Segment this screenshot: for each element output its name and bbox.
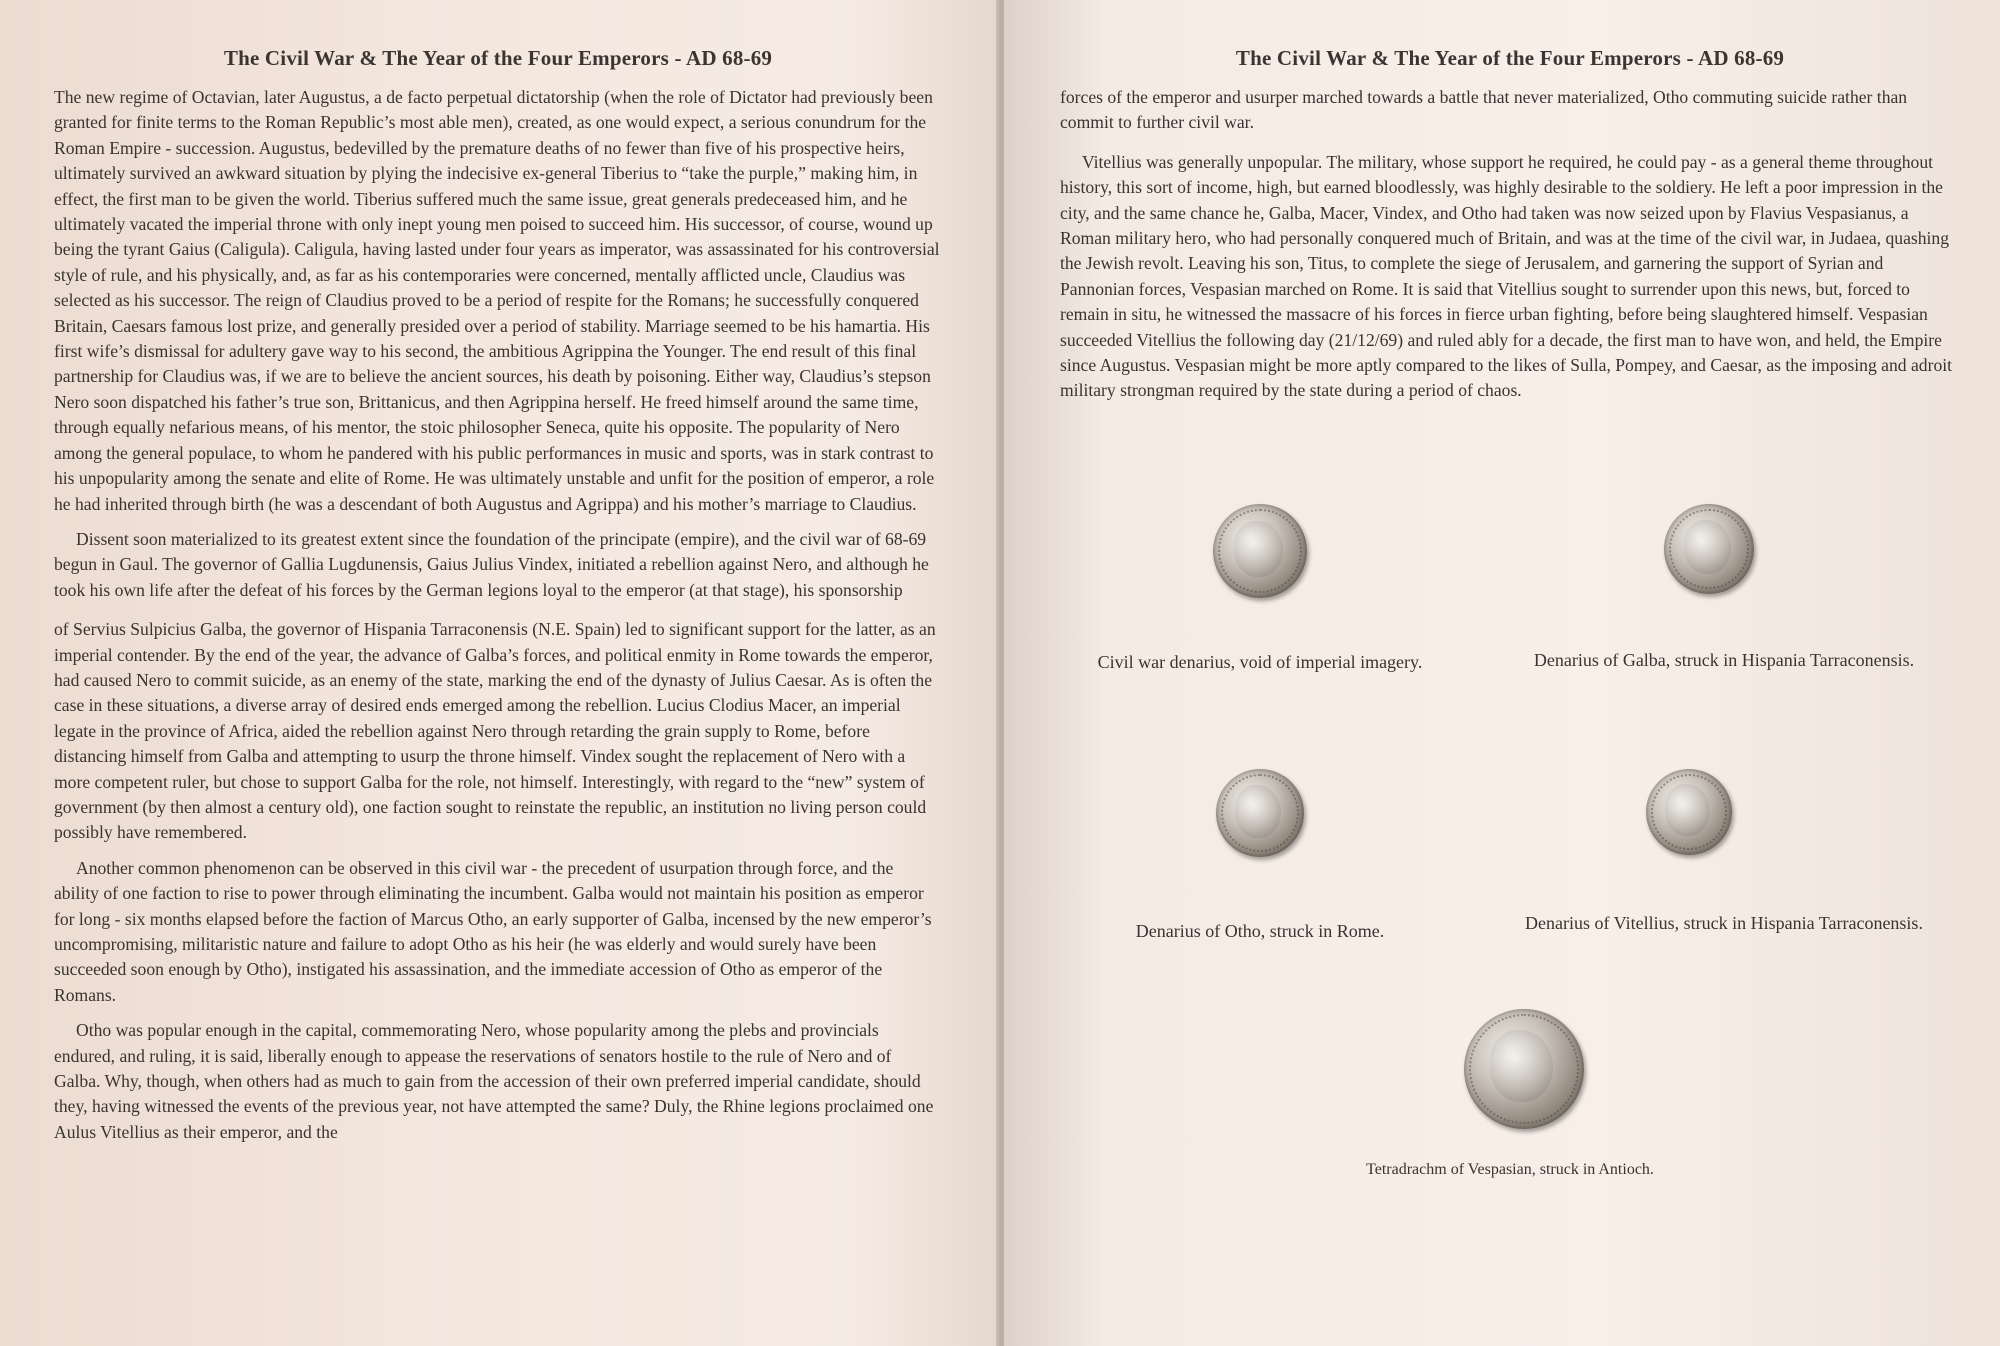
right-paragraph-2: Vitellius was generally unpopular. The military, whose support he required, he could pay - as a general theme throughout history, this sort of income, high, but earned bloodlessly, was highly desirable to the soldiery. He left a poor impression in the city, and the same chance he, Galba, Macer, Vindex, and Otho had taken was now seized upon by Flavius Vespasianus, a Roman military hero, who had personally conquered much of Britain, and was at the time of the civil war, in Judaea, quashing the Jewish revolt. Leaving his son, Titus, to complete the siege of Jerusalem, and garnering the support of Syrian and Pannonian forces, Vespasian marched on Rome. It is said that Vitellius sought to surrender upon this news, but, forced to remain in situ, he witnessed the massacre of his forces in fierce urban fighting, before being slaughtered himself. Vespasian succeeded Vitellius the following day (21/12/69) and ruled ably for a decade, the first man to have won, and held, the Empire since Augustus. Vespasian might be more aptly compared to the likes of Sulla, Pompey, and Caesar, as the imposing and adroit military strongman required by the state during a period of chaos. bbox=[1060, 151, 1953, 401]
vespasian-tetradrachm-coin-image bbox=[1464, 1009, 1584, 1129]
coin-caption: Civil war denarius, void of imperial imagery. bbox=[1097, 651, 1423, 672]
coin-gallery bbox=[1060, 414, 1960, 1254]
coin-item-otho-denarius bbox=[1060, 769, 1460, 942]
coin-caption: Tetradrachm of Vespasian, struck in Antioch. bbox=[1366, 1160, 1654, 1178]
coin-item-vitellius-denarius bbox=[1484, 769, 1964, 934]
coin-caption: Denarius of Vitellius, struck in Hispania Tarraconensis. bbox=[1525, 912, 1923, 933]
vitellius-denarius-coin-image bbox=[1646, 769, 1732, 855]
left-paragraph-2: Dissent soon materialized to its greatest extent since the foundation of the principate (empire), and the civil war of 68-69 begun in Gaul. The governor of Gallia Lugdunensis, Gaius Julius Vindex, initiated a rebellion against Nero, and although he took his own life after the defeat of his forces by the German legions loyal to the emperor (at that stage), his sponsorship bbox=[54, 528, 929, 600]
right-paragraph-1: forces of the emperor and usurper marched towards a battle that never materialized, Otho commuting suicide rather than commit to further civil war. bbox=[1060, 87, 1908, 133]
right-page-title: The Civil War & The Year of the Four Emperors - AD 68-69 bbox=[1235, 46, 1785, 70]
left-paragraph-3: of Servius Sulpicius Galba, the governor of Hispania Tarraconensis (N.E. Spain) led to significant support for the latter, as an imperial contender. By the end of the year, the advance of Galba’s forces, and political enmity in Rome towards the emperor, had caused Nero to commit suicide, as an enemy of the state, marking the end of the dynasty of Julius Caesar. As is often the case in these situations, a diverse array of desired ends emerged among the rebellion. Lucius Clodius Macer, an imperial legate in the province of Africa, aided the rebellion against Nero through retarding the grain supply to Rome, before distancing himself from Galba and attempting to usurp the throne himself. Vindex sought the replacement of Nero with a more competent ruler, but chose to support Galba for the role, not himself. Interestingly, with regard to the “new” system of government (by then almost a century old), one faction sought to reinstate the republic, an institution no living person could possibly have remembered. bbox=[54, 619, 936, 843]
coin-item-galba-denarius bbox=[1484, 504, 1964, 671]
coin-item-civil-war-denarius bbox=[1060, 504, 1460, 673]
coin-item-vespasian-tetradrachm bbox=[1260, 1009, 1760, 1179]
civil-war-denarius-coin-image bbox=[1213, 504, 1307, 598]
left-paragraph-4: Another common phenomenon can be observed in this civil war - the precedent of usurpation through force, and the ability of one faction to rise to power through eliminating the incumbent. Galba would not maintain his position as emperor for long - six months elapsed before the faction of Marcus Otho, an early supporter of Galba, incensed by the new emperor’s uncompromising, militaristic nature and failure to adopt Otho as his heir (he was elderly and would surely have been succeeded soon enough by Otho), instigated his assassination, and the immediate accession of Otho as emperor of the Romans. bbox=[54, 857, 932, 1005]
otho-denarius-coin-image bbox=[1216, 769, 1304, 857]
left-paragraph-5: Otho was popular enough in the capital, commemorating Nero, whose popularity among the plebs and provincials endured, and ruling, it is said, liberally enough to appease the reservations of senators hostile to the rule of Nero and of Galba. Why, though, when others had as much to gain from the accession of their own preferred imperial candidate, should they, having witnessed the events of the previous year, not have attempted the same? Duly, the Rhine legions proclaimed one Aulus Vitellius as their emperor, and the bbox=[54, 1020, 934, 1142]
right-page bbox=[1004, 0, 2000, 1346]
left-page-title: The Civil War & The Year of the Four Emperors - AD 68-69 bbox=[223, 46, 773, 70]
coin-caption: Denarius of Galba, struck in Hispania Tarraconensis. bbox=[1533, 649, 1915, 670]
galba-denarius-coin-image bbox=[1664, 504, 1754, 594]
coin-caption: Denarius of Otho, struck in Rome. bbox=[1135, 920, 1385, 941]
left-paragraph-1: The new regime of Octavian, later Augustus, a de facto perpetual dictatorship (when the role of Dictator had previously been granted for finite terms to the Roman Republic’s most able men), created, as one would expect, a serious conundrum for the Roman Empire - succession. Augustus, bedevilled by the premature deaths of no fewer than five of his prospective heirs, ultimately survived an awkward situation by plying the indecisive ex-general Tiberius to “take the purple,” making him, in effect, the first man to be given the world. Tiberius suffered much the same issue, great generals predeceased him, and he ultimately vacated the imperial throne with only inept young men poised to succeed him. His successor, of course, wound up being the tyrant Gaius (Caligula). Caligula, having lasted under four years as imperator, was assassinated for his controversial style of rule, and his physically, and, as far as his contemporaries were concerned, mentally afflicted uncle, Claudius was selected as his successor. The reign of Claudius proved to be a period of respite for the Romans; he successfully conquered Britain, Caesars famous lost prize, and generally presided over a period of stability. Marriage seemed to be his hamartia. His first wife’s dismissal for adultery gave way to his second, the ambitious Agrippina the Younger. The end result of this final partnership for Claudius was, if we are to believe the ancient sources, his death by poisoning. Either way, Claudius’s stepson Nero soon dispatched his father’s true son, Brittanicus, and then Agrippina herself. He freed himself around the same time, through equally nefarious means, of his mentor, the stoic philosopher Seneca, quite his opposite. The popularity of Nero among the general populace, to whom he pandered with his public performances in music and sports, was in stark contrast to his unpopularity among the senate and elite of Rome. He was ultimately unstable and unfit for the position of emperor, a role he had inherited through birth (he was a descendant of both Augustus and Agrippa) and his mother’s marriage to Claudius. bbox=[54, 87, 940, 514]
